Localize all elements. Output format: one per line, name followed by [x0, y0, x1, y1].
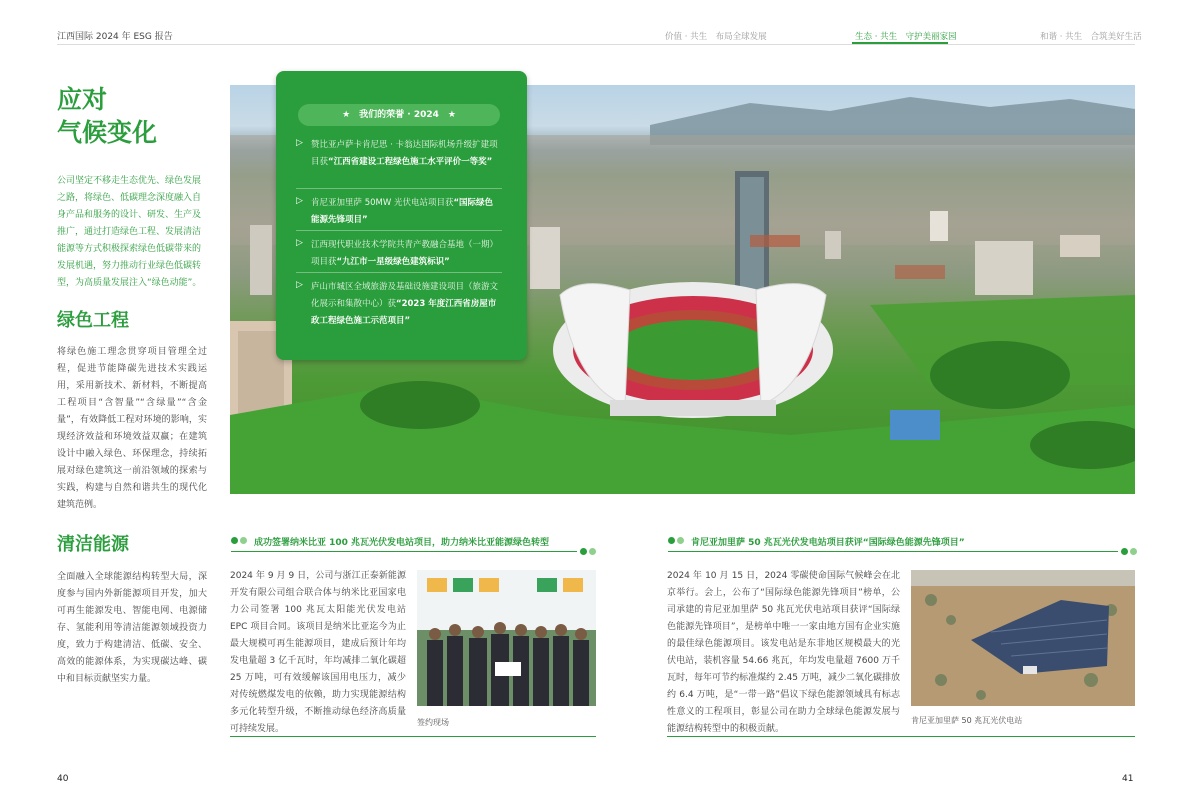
solar-station-photo [911, 570, 1135, 706]
honor-award: “江西省建设工程绿色施工水平评价一等奖” [328, 157, 493, 167]
green-engineering-heading: 绿色工程 [57, 310, 129, 331]
clean-energy-text: 全面融入全球能源结构转型大局，深度参与国内外新能源项目开发，加大可再生能源发电、智能电网、电源储存、氢能利用等清洁能源领域投资力度，致力于构建清洁、低碳、安全、高效的能源体系，为实现碳达峰、碳中和目标贡献坚实力量。 [57, 572, 207, 684]
honor-item [311, 237, 501, 271]
bullet-dot-icon [580, 548, 587, 555]
section-heading-line1: 应对 [57, 85, 108, 114]
news-right-divider [668, 551, 1118, 552]
honor-award: “九江市一星级绿色建筑标识” [336, 257, 450, 267]
nav-tab-ecology[interactable]: 生态 · 共生 守护美丽家园 [855, 32, 957, 42]
news-right-title: 肯尼亚加里萨 50 兆瓦光伏发电站项目获评“国际绿色能源先锋项目” [691, 538, 965, 548]
honors-panel [276, 71, 527, 360]
honor-text: 庐山市城区全域旅游及基础设施建设项目（旅游文化展示和集散中心）获 [311, 282, 499, 309]
honor-text: 肯尼亚加里萨 50MW 光伏电站项目获 [311, 198, 454, 208]
news-left-bottom-divider [230, 736, 596, 737]
honor-item [311, 195, 501, 229]
arrow-icon: ▷ [296, 280, 303, 290]
honor-text: 江西现代职业技术学院共青产教融合基地（一期）项目获 [311, 240, 499, 267]
honor-award: “国际绿色能源先锋项目” [311, 198, 494, 225]
section-heading-line2: 气候变化 [57, 118, 158, 147]
report-title: 江西国际 2024 年 ESG 报告 [57, 32, 173, 42]
page-number-left: 40 [57, 774, 69, 784]
solar-station-illustration [911, 570, 1135, 706]
intro-paragraph: 公司坚定不移走生态优先、绿色发展之路，将绿色、低碳理念深度融入自身产品和服务的设计、研发、生产及推广，通过打造绿色工程、发展清洁能源等方式积极探索绿色低碳带来的发展机遇，努力推动行业绿色低碳转型，为高质量发展注入“绿色动能”。 [57, 176, 202, 288]
bullet-dot-icon [1121, 548, 1128, 555]
honor-item [311, 279, 501, 330]
news-right-caption: 肯尼亚加里萨 50 兆瓦光伏电站 [911, 716, 1023, 725]
page-number-right: 41 [1122, 774, 1134, 784]
news-left-caption: 签约现场 [417, 718, 449, 727]
header-divider [57, 44, 1135, 45]
news-left-title: 成功签署纳米比亚 100 兆瓦光伏发电站项目，助力纳米比亚能源绿色转型 [254, 538, 550, 548]
honor-text: 赞比亚卢萨卡肯尼思 · 卡翁达国际机场升级扩建项目获 [311, 140, 498, 167]
arrow-icon: ▷ [296, 238, 303, 248]
honor-item [311, 137, 501, 171]
signing-ceremony-photo [417, 570, 596, 706]
signing-ceremony-illustration [417, 570, 596, 706]
bullet-dot-icon [677, 537, 684, 544]
honor-divider [296, 188, 502, 189]
arrow-icon: ▷ [296, 138, 303, 148]
nav-tab-harmony[interactable]: 和谐 · 共生 合筑美好生活 [1040, 32, 1142, 42]
bullet-dot-icon [589, 548, 596, 555]
nav-tab-value[interactable]: 价值 · 共生 布局全球发展 [665, 32, 767, 42]
bullet-dot-icon [240, 537, 247, 544]
bullet-dot-icon [231, 537, 238, 544]
news-left-divider [231, 551, 577, 552]
news-right-text: 2024 年 10 月 15 日，2024 零碳使命国际气候峰会在北京举行。会上，公布了“国际绿色能源先锋项目”榜单，公司承建的肯尼亚加里萨 50 兆瓦光伏电站项目获评“国际绿色能源先锋项目”，是榜单中唯一一家由地方国有企业实施的最佳绿色能源项目。该发电站是东非地区规模最大的光伏电站，装机容量 54.66 兆瓦，年均发电量超 7600 万千瓦时，每年可节约标准煤约 2.45 万吨，减少二氧化碳排放约 6.4 万吨，是“一带一路”倡议下绿色能源领域具有标志性意义的工程项目，彰显公司在助力全球绿色能源发展与能源结构转型中的积极贡献。 [667, 571, 900, 734]
bullet-dot-icon [1130, 548, 1137, 555]
honor-divider [296, 230, 502, 231]
honors-title: ★ 我们的荣誉 · 2024 ★ [298, 104, 500, 126]
honor-divider [296, 272, 502, 273]
bullet-dot-icon [668, 537, 675, 544]
arrow-icon: ▷ [296, 196, 303, 206]
green-engineering-text: 将绿色施工理念贯穿项目管理全过程，促进节能降碳先进技术实践运用，采用新技术、新材料，不断提高工程项目“含智量”“含绿量”“含金量”，有效降低工程对环境的影响，实现经济效益和环境效益双赢；在建筑设计中融入绿色、环保理念，持续拓展对绿色建筑这一前沿领域的探索与实践，构建与自然和谐共生的现代化建筑范例。 [57, 347, 207, 510]
clean-energy-heading: 清洁能源 [57, 534, 129, 555]
news-left-text: 2024 年 9 月 9 日，公司与浙江正泰新能源开发有限公司组合联合体与纳米比亚国家电力公司签署 100 兆瓦太阳能光伏发电站 EPC 项目合同。该项目是纳米比亚迄今为止最大规模可再生能源项目，建成后预计年均发电量超 3 亿千瓦时，年均减排二氧化碳超 25 万吨，可有效缓解该国用电压力，减少对传统燃煤发电的依赖，助力实现能源结构多元化转型升级，不断推动绿色经济高质量可持续发展。 [230, 571, 406, 734]
news-right-bottom-divider [667, 736, 1135, 737]
honor-award: “2023 年度江西省房屋市政工程绿色施工示范项目” [311, 299, 497, 326]
